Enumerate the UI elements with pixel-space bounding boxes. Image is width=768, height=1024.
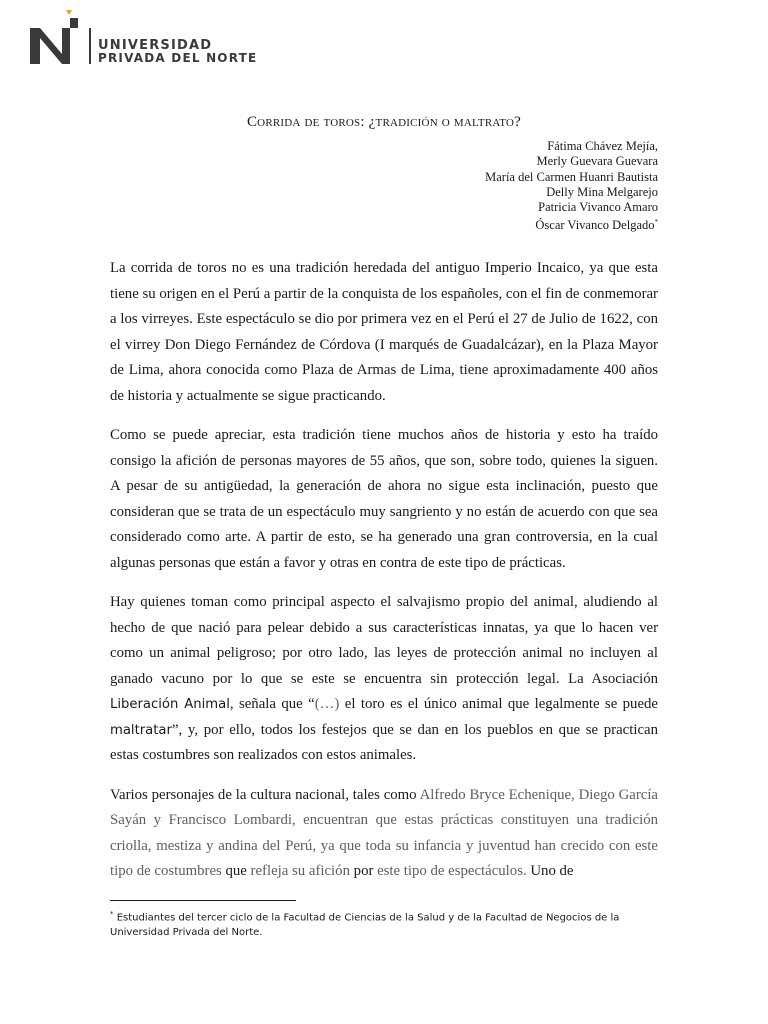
paragraph-3	[110, 590, 658, 769]
p3-organization: Liberación Animal	[110, 697, 230, 712]
footnote-rule	[110, 900, 296, 901]
footnote-marker: *	[110, 910, 114, 918]
p3-text-b: , señala que “	[229, 696, 315, 712]
p3-ellipsis: (…)	[314, 696, 340, 712]
p4-text-c: refleja su afición	[250, 863, 350, 879]
author-1: Fátima Chávez Mejía,	[547, 139, 658, 153]
author-4: Delly Mina Melgarejo	[546, 184, 658, 199]
paper-title: Corrida de toros: ¿tradición o maltrato?	[246, 114, 522, 130]
logo-line-2: PRIVADA DEL NORTE	[98, 51, 258, 65]
author-6: Óscar Vivanco Delgado	[535, 218, 655, 233]
logo-line-1: UNIVERSIDAD	[98, 38, 213, 53]
body-text	[110, 256, 658, 899]
paragraph-2: Como se puede apreciar, esta tradición tiene muchos años de historia y esto ha traído consigo la afición de personas mayores de 55 años, que son, sobre todo, quienes la siguen. A pesar de su antigüedad, la generación de ahora no sigue esta inclinación, puesto que consideran que se trata de un espectáculo muy sangriento y no están de acuerdo con que sea considerado como arte. A partir de esto, se ha generado una gran controversia, en la cual algunas personas que están a favor y otras en contra de este tipo de prácticas.	[110, 427, 658, 571]
author-footnote-marker: *	[654, 218, 658, 227]
p4-text-b: que	[221, 863, 251, 879]
p3-text-a: Hay quienes toman como principal aspecto el salvajismo propio del animal, aludiendo al hecho de que nació para pelear debido a sus características innatas, ya que lo hacen ver como un animal peligroso; por otro lado, las leyes de protección animal no incluyen al ganado vacuno por lo que se este se encuentra sin protección legal. La Asociación	[110, 594, 658, 687]
author-3: María del Carmen Huanri Bautista	[485, 169, 658, 184]
p4-names: Alfredo Bryce Echenique, Diego García Sayán y Francisco Lombardi, encuentran que estas prácticas constituyen una tradición criolla, mestiza y andina del Perú, ya que toda su infancia y juventud han crecido con este tipo de costumbres	[110, 786, 658, 879]
p4-text-e: este tipo de espectáculos.	[377, 863, 527, 879]
paragraph-4	[110, 783, 658, 885]
p4-text-a: Varios personajes de la cultura nacional, tales como	[110, 786, 420, 803]
paragraph-1: La corrida de toros no es una tradición heredada del antiguo Imperio Incaico, ya que esta tiene su origen en el Perú a partir de la conquista de los españoles, con el fin de conmemorar a los virreyes. Este espectáculo se dio por primera vez en el Perú el 27 de Julio de 1622, con el virrey Don Diego Fernández de Córdova (I marqués de Guadalcázar), en la Plaza Mayor de Lima, ahora conocida como Plaza de Armas de Lima, tiene aproximadamente 400 años de historia y actualmente se sigue practicando.	[110, 260, 658, 404]
footnote	[110, 907, 660, 940]
author-2: Merly Guevara Guevara	[536, 154, 658, 169]
p3-text-d: ”, y, por ello, todos los festejos que se dan en los pueblos en que se practican estas costumbres son realizados con estos animales.	[110, 721, 658, 763]
p3-text-c: el toro es el único animal que legalmente se puede	[339, 696, 658, 712]
p3-maltratar: maltratar	[110, 722, 172, 738]
logo-divider	[89, 28, 91, 64]
university-logo	[26, 8, 326, 64]
footnote-text: Estudiantes del tercer ciclo de la Facultad de Ciencias de la Salud y de la Facultad de Negocios de la Universidad Privada del Norte.	[110, 912, 620, 938]
p4-text-d: por	[349, 863, 378, 879]
author-5: Patricia Vivanco Amaro	[538, 200, 658, 215]
upn-logo-mark-icon	[26, 8, 84, 64]
p4-text-f: Uno de	[526, 863, 574, 879]
logo-wordmark	[98, 40, 257, 64]
author-6-line	[485, 215, 658, 233]
author-list	[485, 139, 658, 234]
